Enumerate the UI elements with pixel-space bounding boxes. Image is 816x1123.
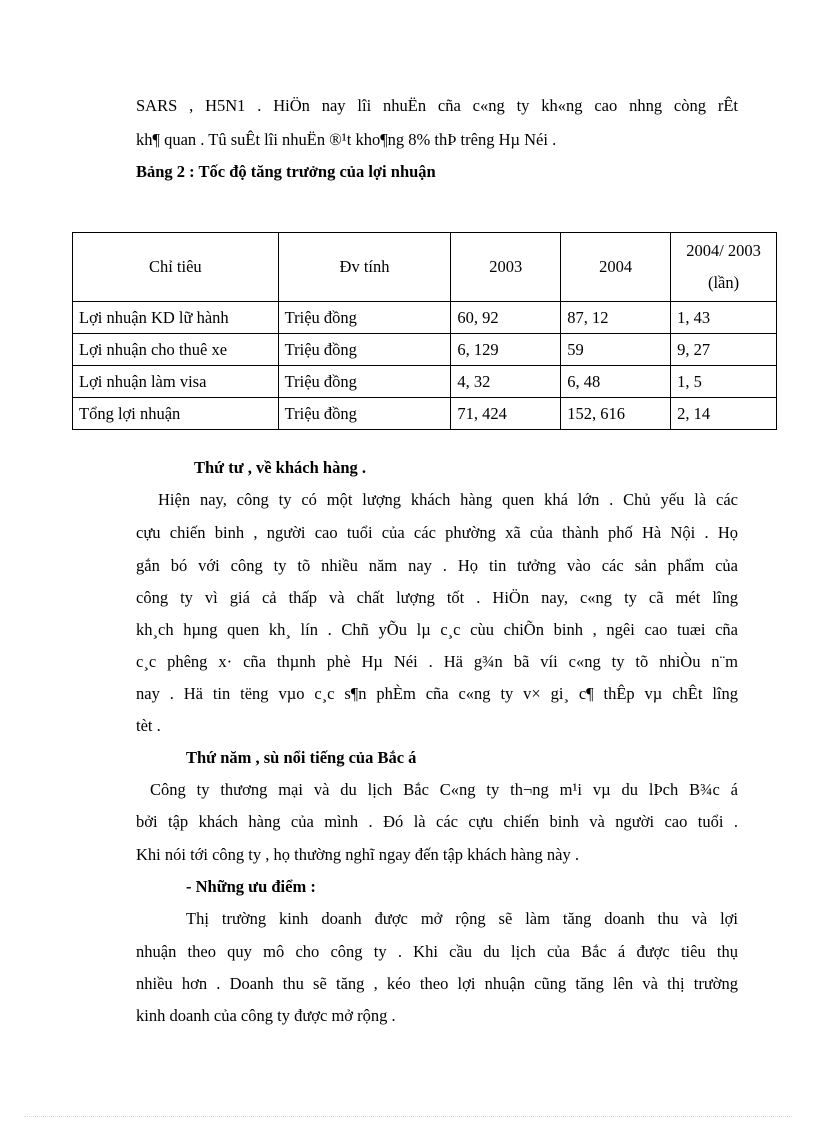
header-indicator: Chỉ tiêu <box>73 233 279 302</box>
cell-ratio: 1, 43 <box>671 302 777 334</box>
cell-2003: 4, 32 <box>451 366 561 398</box>
cell-2003: 6, 129 <box>451 334 561 366</box>
header-2003: 2003 <box>451 233 561 302</box>
header-2004: 2004 <box>561 233 671 302</box>
cell-indicator: Lợi nhuận KD lữ hành <box>73 302 279 334</box>
intro-line-2: kh¶ quan . Tû suÊt lîi nhuËn ®¹t kho¶ng 8% thÞ trêng Hµ Néi . <box>136 130 557 149</box>
section4-heading: Thứ tư , về khách hàng . <box>194 458 367 477</box>
advantages-line-4: kinh doanh của công ty được mở rộng . <box>136 1006 396 1025</box>
table-row <box>73 398 777 430</box>
cell-2004: 59 <box>561 334 671 366</box>
cell-unit: Triệu đồng <box>278 334 451 366</box>
table-title: Bảng 2 : Tốc độ tăng trưởng của lợi nhuận <box>136 162 436 181</box>
table-row <box>73 302 777 334</box>
cell-indicator: Lợi nhuận cho thuê xe <box>73 334 279 366</box>
cell-unit: Triệu đồng <box>278 366 451 398</box>
section5-line-1: Công ty thương mại và du lịch Bắc C«ng ty th¬ng m¹i vµ du lÞch B¾c á <box>150 780 738 799</box>
section5-line-2: bởi tập khách hàng của mình . Đó là các cựu chiến binh và người cao tuổi . <box>136 812 738 831</box>
advantages-line-2: nhuận theo quy mô cho công ty . Khi cầu du lịch của Bắc á được tiêu thụ <box>136 942 738 961</box>
cell-2004: 87, 12 <box>561 302 671 334</box>
cell-2004: 6, 48 <box>561 366 671 398</box>
advantages-heading: - Những ưu điểm : <box>186 877 316 896</box>
cell-ratio: 1, 5 <box>671 366 777 398</box>
cell-2003: 71, 424 <box>451 398 561 430</box>
cell-2004: 152, 616 <box>561 398 671 430</box>
cell-unit: Triệu đồng <box>278 302 451 334</box>
section4-line-8: tèt . <box>136 716 161 735</box>
table-header-row <box>73 233 777 302</box>
header-unit: Đv tính <box>278 233 451 302</box>
cell-indicator: Lợi nhuận làm visa <box>73 366 279 398</box>
cell-ratio: 2, 14 <box>671 398 777 430</box>
cell-indicator: Tổng lợi nhuận <box>73 398 279 430</box>
cell-2003: 60, 92 <box>451 302 561 334</box>
cell-ratio: 9, 27 <box>671 334 777 366</box>
section4-line-6: c¸c phêng x· cña thµnh phè Hµ Néi . Hä g¾n bã víi c«ng ty tõ nhiÒu n¨m <box>136 652 738 671</box>
section4-line-1: Hiện nay, công ty có một lượng khách hàng quen khá lớn . Chủ yếu là các <box>158 490 738 509</box>
header-ratio-label: 2004/ 2003 <box>686 241 761 260</box>
table-row <box>73 366 777 398</box>
table-row <box>73 334 777 366</box>
section4-line-7: nay . Hä tin tëng vµo c¸c s¶n phÈm cña c«ng ty v× gi¸ c¶ thÊp vµ chÊt lîng <box>136 684 738 703</box>
section4-line-5: kh¸ch hµng quen kh¸ lín . Chñ yÕu lµ c¸c cùu chiÕn binh , ngêi cao tuæi cña <box>136 620 738 639</box>
header-ratio-unit: (lần) <box>707 273 740 292</box>
page-bottom-divider <box>24 1116 792 1117</box>
section4-line-2: cựu chiến binh , người cao tuổi của các phường xã của thành phố Hà Nội . Họ <box>136 523 738 542</box>
section5-heading: Thứ năm , sù nổi tiếng của Bắc á <box>186 748 417 767</box>
cell-unit: Triệu đồng <box>278 398 451 430</box>
advantages-line-1: Thị trường kinh doanh được mở rộng sẽ làm tăng doanh thu và lợi <box>186 909 738 928</box>
header-ratio <box>671 233 777 302</box>
section4-line-3: gắn bó với công ty tõ nhiều năm nay . Họ tin tưởng vào các sản phẩm của <box>136 556 738 575</box>
profit-growth-table <box>72 232 777 430</box>
intro-line-1: SARS , H5N1 . HiÖn nay lîi nhuËn cña c«ng ty kh«ng cao nhng còng rÊt <box>136 96 738 115</box>
section5-line-3: Khi nói tới công ty , họ thường nghĩ ngay đến tập khách hàng này . <box>136 845 579 864</box>
section4-line-4: công ty vì giá cả thấp và chất lượng tốt . HiÖn nay, c«ng ty cã mét lîng <box>136 588 738 607</box>
advantages-line-3: nhiều hơn . Doanh thu sẽ tăng , kéo theo lợi nhuận cũng tăng lên và thị trường <box>136 974 738 993</box>
